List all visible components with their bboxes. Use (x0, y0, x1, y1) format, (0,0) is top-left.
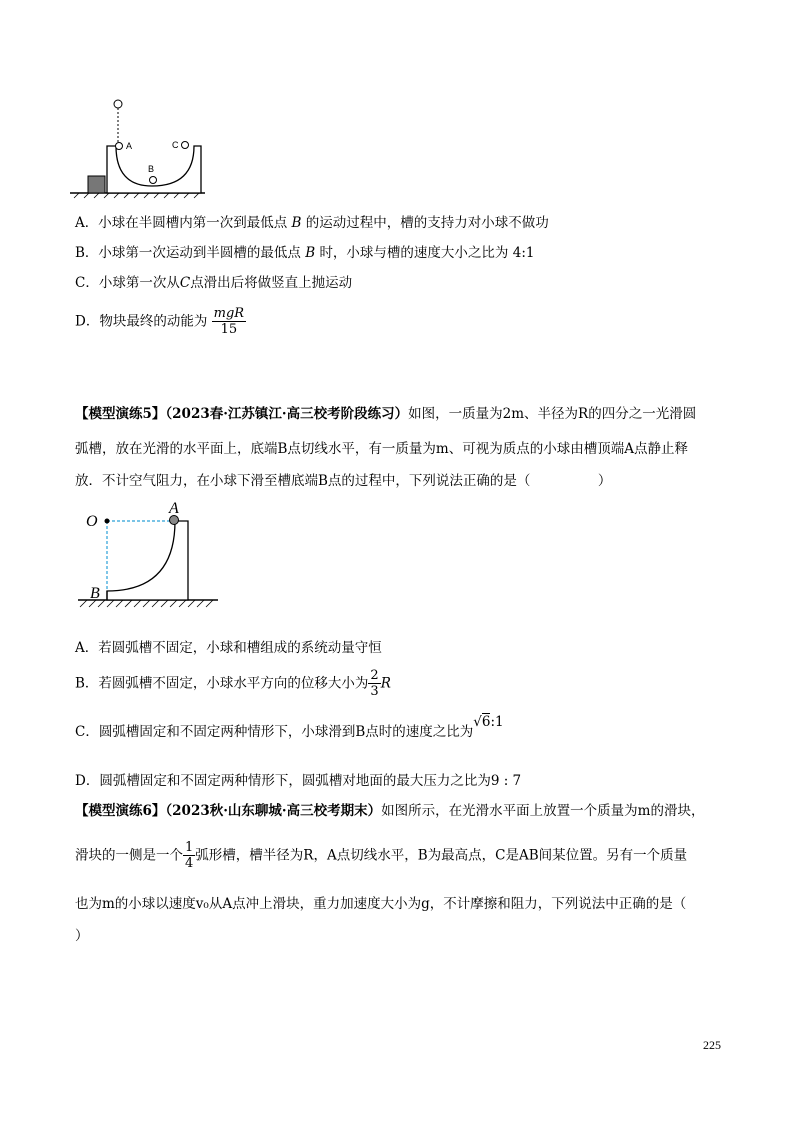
q6-line2: 滑块的一侧是一个 $\frac{1}{4}$ 弧形槽，槽半径为R，A点切线水平，B为最高点，C是AB间某位置。另有一个质量 (75, 840, 688, 871)
fraction-1-4: $\frac{1}{4}$ (185, 840, 194, 871)
half-groove-figure (70, 98, 210, 198)
label-b: B (148, 164, 155, 174)
block (88, 176, 105, 193)
label-o: O (86, 513, 98, 530)
q5-line3: 放．不计空气阻力，在小球下滑至槽底端B点的过程中，下列说法正确的是（ ） (75, 473, 612, 489)
q5-option-a: A．若圆弧槽不固定，小球和槽组成的系统动量守恒 (75, 640, 382, 656)
page-number: 225 (703, 1038, 721, 1052)
label-c: C (172, 140, 179, 150)
q4-option-c: C．小球第一次从C点滑出后将做竖直上抛运动 (75, 275, 353, 291)
q6-line1: 【模型演练6】（2023秋·山东聊城·高三校考期末）如图所示，在光滑水平面上放置一个质量为m的滑块， (75, 803, 705, 819)
q6-line4: ） (75, 928, 89, 944)
q5-line2: 弧槽，放在光滑的水平面上，底端B点切线水平，有一质量为m、可视为质点的小球由槽顶端A点静止释 (75, 441, 688, 457)
quarter-arc-figure (78, 500, 238, 618)
q4-option-a: A．小球在半圆槽内第一次到最低点 B 的运动过程中，槽的支持力对小球不做功 (75, 215, 549, 231)
q4-option-b: B．小球第一次运动到半圆槽的最低点 B 时，小球与槽的速度大小之比为 4:1 (75, 245, 535, 261)
q4-option-d: D．物块最终的动能为 $\frac{\text{mgR}}{15}$ (75, 306, 245, 337)
q5-option-d: D．圆弧槽固定和不固定两种情形下，圆弧槽对地面的最大压力之比为9 : 7 (75, 773, 522, 789)
fraction-2-3: $\frac{2}{3}$ (370, 668, 379, 699)
sqrt-6: √6:1 (473, 714, 504, 730)
q5-option-c: C．圆弧槽固定和不固定两种情形下，小球滑到B点时的速度之比为√6:1 (75, 714, 504, 740)
q5-line1: 【模型演练5】（2023春·江苏镇江·高三校考阶段练习）如图，一质量为2m、半径为R的四分之一光滑圆 (75, 406, 697, 422)
fraction-mgr-15: $\frac{\text{mgR}}{15}$ (213, 306, 245, 337)
q5-option-b: B．若圆弧槽不固定，小球水平方向的位移大小为 $\frac{2}{3}$ R (75, 668, 391, 699)
label-b: B (90, 585, 100, 602)
label-a: A (169, 500, 179, 517)
q6-line3: 也为m的小球以速度v₀从A点冲上滑块，重力加速度大小为g，不计摩擦和阻力，下列说法中正确的是（ (75, 896, 687, 912)
label-a: A (126, 141, 133, 151)
